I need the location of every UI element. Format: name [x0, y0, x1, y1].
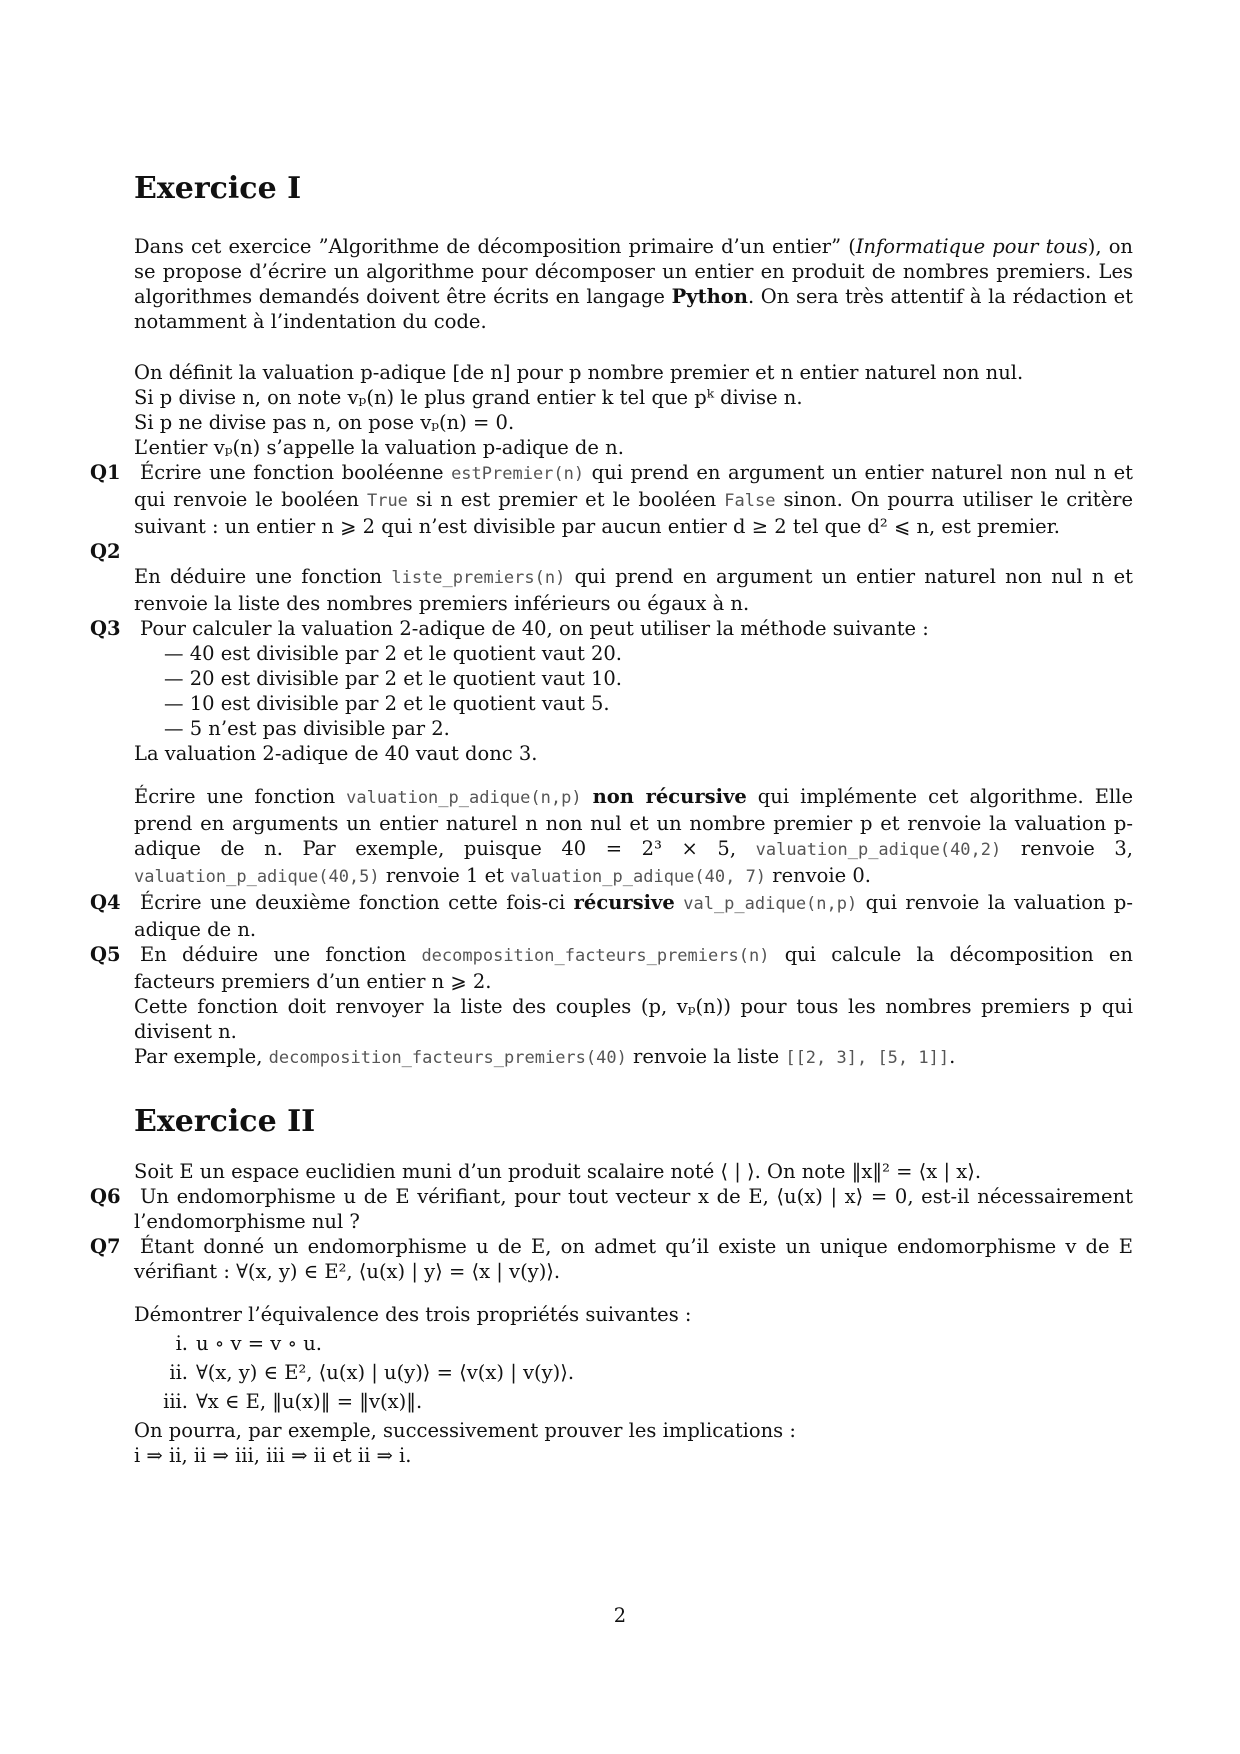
q5-text-d: renvoie la liste: [626, 1045, 786, 1068]
question-4: [90, 890, 1133, 942]
question-7-text: Étant donné un endomorphisme u de E, on admet qu’il existe un unique endomorphisme v de E vérifiant : ∀(x, y) ∈ E², ⟨u(x) | y⟩ = ⟨x | v(y)⟩.: [134, 1235, 1133, 1283]
q3-code-example-1: valuation_p_adique(40,2): [755, 840, 1002, 860]
q1-text-b: qui prend en argument un entier naturel non nul n et qui renvoie le booléen: [134, 461, 1133, 511]
property-number: iii.: [163, 1390, 188, 1413]
question-6-label: Q6: [90, 1185, 121, 1208]
question-5-label: Q5: [90, 943, 121, 966]
definition-line-4: L’entier vₚ(n) s’appelle la valuation p-adique de n.: [134, 436, 624, 459]
definition-line-3: Si p ne divise pas n, on pose vₚ(n) = 0.: [134, 411, 515, 434]
q2-text-b: qui prend en argument un entier naturel non nul n et renvoie la liste des nombres premiers inférieurs ou égaux à n.: [134, 565, 1134, 615]
intro-text-a: Dans cet exercice ”Algorithme de décomposition primaire d’un entier” (: [134, 235, 856, 258]
q3-bold-non-recursive: non récursive: [592, 785, 747, 808]
q3-step: — 10 est divisible par 2 et le quotient vaut 5.: [164, 691, 1133, 716]
property-item: [134, 1331, 1133, 1356]
definition-line-2: Si p divise n, on note vₚ(n) le plus grand entier k tel que pᵏ divise n.: [134, 386, 803, 409]
question-4-text: [134, 890, 1133, 942]
question-1-label: Q1: [90, 461, 121, 484]
question-3-intro: Pour calculer la valuation 2-adique de 40, on peut utiliser la méthode suivante :: [140, 617, 929, 640]
question-7-hint-1: On pourra, par exemple, successivement prouver les implications :: [134, 1419, 796, 1442]
q2-text-a: En déduire une fonction: [134, 565, 392, 588]
intro-text-c: . On sera très attentif à la rédaction et notamment à l’indentation du code.: [134, 285, 1133, 333]
question-4-label: Q4: [90, 891, 121, 914]
question-3-label: Q3: [90, 617, 121, 640]
question-2: [90, 539, 1134, 616]
question-3-conclusion: La valuation 2-adique de 40 vaut donc 3.: [134, 742, 538, 765]
q1-text-a: Écrire une fonction booléenne: [140, 461, 452, 484]
question-3: [90, 616, 1133, 890]
q5-text-b: qui calcule la décomposition en facteurs premiers d’un entier n ⩾ 2.: [134, 943, 1133, 993]
q1-code-estpremier: estPremier(n): [451, 464, 585, 484]
property-number: ii.: [169, 1361, 188, 1384]
exercise-2-title: Exercice II: [134, 1104, 316, 1139]
q3-text-c: renvoie 3,: [1001, 837, 1133, 860]
q5-code-decomposition: decomposition_facteurs_premiers(n): [421, 946, 770, 966]
q5-text-a: En déduire une fonction: [140, 943, 422, 966]
intro-italic: Informatique pour tous: [855, 235, 1088, 258]
q3-step: — 5 n’est pas divisible par 2.: [164, 716, 1133, 741]
q3-text-b: qui implémente cet algorithme. Elle prend en arguments un entier naturel n non nul et un nombre premier p et renvoie la valuation p-adique de n. Par exemple, puisque 40 = 2³ × 5,: [134, 785, 1133, 860]
question-6-text: Un endomorphisme u de E vérifiant, pour tout vecteur x de E, ⟨u(x) | x⟩ = 0, est-il nécessairement l’endomorphisme nul ?: [134, 1185, 1133, 1233]
question-3-steps: [134, 641, 1133, 741]
question-7-hint-2: i ⇒ ii, ii ⇒ iii, iii ⇒ ii et ii ⇒ i.: [134, 1444, 412, 1467]
question-7-properties: [134, 1331, 1133, 1414]
q5-code-example: decomposition_facteurs_premiers(40): [268, 1048, 627, 1068]
q1-code-true: True: [366, 491, 408, 511]
q1-text-d: sinon. On pourra utiliser le critère suivant : un entier n ⩾ 2 qui n’est divisible par aucun entier d ≥ 2 tel que d² ⩽ n, est premier.: [134, 488, 1133, 538]
q3-text-a: Écrire une fonction: [134, 785, 347, 808]
question-7-label: Q7: [90, 1235, 121, 1258]
property-item: [134, 1360, 1133, 1385]
question-2-text: [134, 564, 1133, 616]
intro-text-b: ), on se propose d’écrire un algorithme pour décomposer un entier en produit de nombres premiers. Les algorithmes demandés doivent être écrits en langage: [134, 235, 1133, 308]
property-text: u ∘ v = v ∘ u.: [196, 1332, 322, 1355]
question-1-text: [134, 460, 1133, 539]
intro-bold-python: Python: [671, 285, 748, 308]
q4-bold-recursive: récursive: [573, 891, 675, 914]
question-6: [90, 1184, 1133, 1234]
question-7-prompt: Démontrer l’équivalence des trois propriétés suivantes :: [134, 1303, 692, 1326]
q3-step: — 40 est divisible par 2 et le quotient vaut 20.: [164, 641, 1133, 666]
question-5-line-2: Cette fonction doit renvoyer la liste des couples (p, vₚ(n)) pour tous les nombres premiers p qui divisent n.: [134, 995, 1133, 1043]
page-number: 2: [613, 1604, 627, 1627]
exercise-2-intro: Soit E un espace euclidien muni d’un produit scalaire noté ⟨ | ⟩. On note ‖x‖² = ⟨x | x⟩.: [134, 1160, 982, 1183]
property-text: ∀(x, y) ∈ E², ⟨u(x) | u(y)⟩ = ⟨v(x) | v(y)⟩.: [196, 1361, 575, 1384]
q3-code-valuation: valuation_p_adique(n,p): [346, 788, 582, 808]
q3-text-e: renvoie 0.: [766, 864, 872, 887]
question-5: [90, 942, 1133, 1071]
exercise-1-title: Exercice I: [134, 171, 302, 206]
question-3-task: [134, 784, 1133, 890]
question-7: [90, 1234, 1133, 1468]
question-5-text: [134, 942, 1133, 994]
q4-code-val-p-adique: val_p_adique(n,p): [683, 894, 858, 914]
question-1: [90, 460, 1133, 539]
property-number: i.: [175, 1332, 188, 1355]
q5-text-c: Par exemple,: [134, 1045, 269, 1068]
q3-step: — 20 est divisible par 2 et le quotient vaut 10.: [164, 666, 1133, 691]
q4-text-b: qui renvoie la valuation p-adique de n.: [134, 891, 1133, 941]
definition-line-1: On définit la valuation p-adique [de n] pour p nombre premier et n entier naturel non nul.: [134, 361, 1024, 384]
q3-code-example-3: valuation_p_adique(40, 7): [510, 867, 767, 887]
q4-text-a: Écrire une deuxième fonction cette fois-ci: [140, 891, 574, 914]
exercise-1-intro: [134, 234, 1133, 334]
q3-text-d: renvoie 1 et: [379, 864, 511, 887]
question-5-example: [134, 1044, 1133, 1071]
q1-code-false: False: [724, 491, 776, 511]
q2-code-liste-premiers: liste_premiers(n): [391, 568, 566, 588]
question-2-label: Q2: [90, 540, 121, 563]
q5-code-result: [[2, 3], [5, 1]]: [785, 1048, 950, 1068]
page-content: [90, 170, 1134, 1468]
property-text: ∀x ∈ E, ‖u(x)‖ = ‖v(x)‖.: [196, 1390, 423, 1413]
property-item: [134, 1389, 1133, 1414]
q5-text-e: .: [949, 1045, 956, 1068]
q1-text-c: si n est premier et le booléen: [407, 488, 725, 511]
q3-code-example-2: valuation_p_adique(40,5): [134, 867, 380, 887]
